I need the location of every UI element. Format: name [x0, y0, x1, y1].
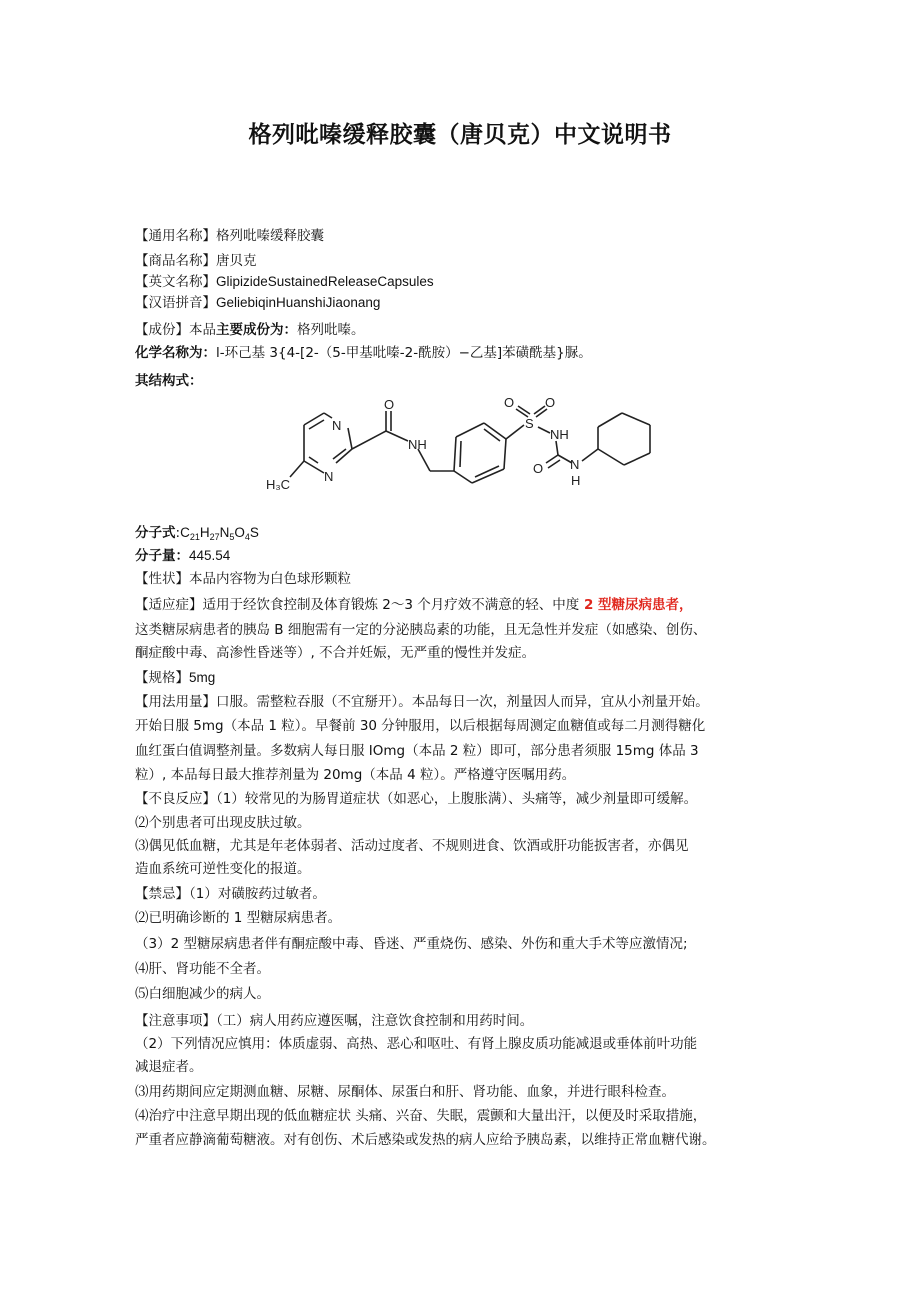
molecular-formula-row — [135, 523, 259, 543]
trade-name-value: 唐贝克 — [216, 253, 257, 269]
precautions-label: 【注意事项】 — [135, 1013, 216, 1029]
precautions-line-4: ⑶用药期间应定期测血糖、尿糖、尿酮体、尿蛋白和肝、肾功能、血象，并进行眼科检查。 — [135, 1084, 675, 1100]
molecular-weight-row — [135, 546, 230, 566]
trade-name-row — [135, 251, 257, 271]
chemical-name-row — [135, 343, 592, 363]
formula-el-h: H — [199, 525, 210, 540]
contraindications-label: 【禁忌】 — [135, 886, 189, 902]
dosage-line-3: 血红蛋白值调整剂量。多数病人每日服 IOmg（本品 2 粒）即可，部分患者须服 15mg 体品 3 — [135, 743, 699, 759]
atom-n-3: N — [570, 457, 580, 472]
contraindications-text-1: （1）对磺胺药过敏者。 — [189, 886, 326, 902]
contraindications-line-1 — [135, 884, 326, 904]
dosage-line-2: 开始日服 5mg（本品 1 粒）。早餐前 30 分钟服用，以后根据每周测定血糖值或每二月测得糖化 — [135, 718, 706, 734]
english-name-row — [135, 272, 434, 292]
generic-name-value: 格列吡嗪缓释胶囊 — [216, 228, 324, 244]
atom-o-1: O — [384, 397, 395, 412]
properties-label: 【性状】 — [135, 571, 189, 587]
indications-line-1 — [135, 595, 693, 615]
formula-n-c: 21 — [189, 532, 200, 542]
atom-h: H — [571, 473, 581, 488]
properties-value: 本品内容物为白色球形颗粒 — [189, 571, 351, 587]
specification-row — [135, 668, 215, 688]
atom-nh-1: NH — [408, 437, 427, 452]
formula-el-c: C — [180, 525, 190, 540]
indications-highlight: 2 型糖尿病患者， — [579, 597, 693, 613]
trade-name-label: 【商品名称】 — [135, 253, 216, 269]
specification-label: 【规格】 — [135, 670, 189, 686]
generic-name-row — [135, 226, 324, 246]
adverse-label: 【不良反应】 — [135, 791, 216, 807]
page-title: 格列吡嗪缓释胶囊（唐贝克）中文说明书 — [248, 122, 672, 148]
atom-o-4: O — [533, 461, 544, 476]
contraindications-line-4: ⑷肝、肾功能不全者。 — [135, 961, 270, 977]
adverse-line-3: ⑶偶见低血糖，尤其是年老体弱者、活动过度者、不规则进食、饮酒或肝功能扳害者，亦偶见 — [135, 838, 689, 854]
precautions-line-5: ⑷治疗中注意早期出现的低血糖症状 头痛、兴奋、失眠，震颤和大量出汗，以便及时采取措施， — [135, 1108, 707, 1124]
formula-n-o: 4 — [244, 532, 250, 542]
molecular-formula-label: 分子式 — [135, 525, 176, 541]
dosage-line-1 — [135, 692, 709, 712]
adverse-text-1: （1）较常见的为肠胃道症状（如恶心，上腹胀满）、头痛等，减少剂量即可缓解。 — [216, 791, 698, 807]
atom-n-2: N — [324, 469, 334, 484]
composition-bold: 主要成份为： — [216, 322, 297, 338]
atom-o-2: O — [504, 397, 515, 410]
composition-prefix: 本品 — [189, 322, 216, 338]
adverse-line-4: 造血系统可逆性变化的报道。 — [135, 861, 311, 877]
adverse-line-1 — [135, 789, 697, 809]
precautions-line-3: 减退症者。 — [135, 1059, 203, 1075]
atom-nh-2: NH — [550, 427, 569, 442]
structural-formula — [266, 397, 652, 497]
atom-h3c: H₃C — [266, 477, 291, 492]
indications-line-2: 这类糖尿病患者的胰岛 B 细胞需有一定的分泌胰岛素的功能，且无急性并发症（如感染、创伤、 — [135, 622, 707, 638]
atom-s: S — [525, 416, 534, 431]
atom-n-1: N — [332, 418, 342, 433]
properties-row — [135, 569, 351, 589]
contraindications-line-2: ⑵已明确诊断的 1 型糖尿病患者。 — [135, 910, 342, 926]
formula-el-n: N — [219, 525, 230, 540]
generic-name-label: 【通用名称】 — [135, 228, 216, 244]
precautions-line-1 — [135, 1011, 533, 1031]
atom-o-3: O — [545, 397, 556, 410]
chemical-name-label: 化学名称为： — [135, 345, 216, 361]
dosage-label: 【用法用量】 — [135, 694, 216, 710]
indications-text-1: 适用于经饮食控制及体育锻炼 2～3 个月疗效不满意的轻、中度 — [202, 597, 580, 613]
adverse-line-2: ⑵个别患者可出现皮肤过敏。 — [135, 815, 311, 831]
molecular-formula-colon: : — [175, 525, 181, 541]
chemical-name-value: l-环己基 3{4-[2-（5-甲基吡嗪-2-酰胺）−乙基]苯磺酰基}脲。 — [216, 345, 592, 361]
indications-line-3: 酮症酸中毒、高渗性昏迷等）, 不合并妊娠，无严重的慢性并发症。 — [135, 645, 536, 661]
structure-label: 其结构式： — [135, 373, 203, 389]
contraindications-line-3: （3）2 型糖尿病患者伴有酮症酸中毒、昏迷、严重烧伤、感染、外伤和重大手术等应激情况; — [135, 936, 688, 952]
formula-n-h: 27 — [209, 532, 220, 542]
pinyin-label: 【汉语拼音】 — [135, 295, 216, 311]
pinyin-value: GeliebiqinHuanshiJiaonang — [216, 295, 381, 310]
english-name-label: 【英文名称】 — [135, 274, 216, 290]
indications-label: 【适应症】 — [135, 597, 203, 613]
molecular-weight-value: 445.54 — [189, 548, 231, 563]
precautions-line-6: 严重者应静滴葡萄糖液。对有创伤、术后感染或发热的病人应给予胰岛素，以维持正常血糖代谢。 — [135, 1132, 716, 1148]
specification-value: 5mg — [189, 670, 216, 685]
precautions-text-1: （工）病人用药应遵医嘱，注意饮食控制和用药时间。 — [216, 1013, 534, 1029]
molecular-formula — [180, 525, 259, 540]
formula-el-o: O — [234, 525, 245, 540]
pinyin-row — [135, 293, 380, 313]
english-name-value: GlipizideSustainedReleaseCapsules — [216, 274, 434, 289]
dosage-text-1: 口服。需整粒吞服（不宜掰开）。本品每日一次，剂量因人而异，宜从小剂量开始。 — [216, 694, 709, 710]
formula-el-s: S — [249, 525, 259, 540]
precautions-line-2: （2）下列情况应慎用：体质虚弱、高热、恶心和呕吐、有肾上腺皮质功能减退或垂体前叶功能 — [135, 1036, 698, 1052]
molecular-weight-label: 分子量： — [135, 548, 189, 564]
composition-label: 【成份】 — [135, 322, 189, 338]
composition-row — [135, 320, 365, 340]
formula-n-n: 5 — [229, 532, 235, 542]
contraindications-line-5: ⑸白细胞减少的病人。 — [135, 986, 270, 1002]
dosage-line-4: 粒）, 本品每日最大推荐剂量为 20mg（本品 4 粒）。严格遵守医嘱用药。 — [135, 767, 576, 783]
composition-value: 格列吡嗪。 — [297, 322, 365, 338]
